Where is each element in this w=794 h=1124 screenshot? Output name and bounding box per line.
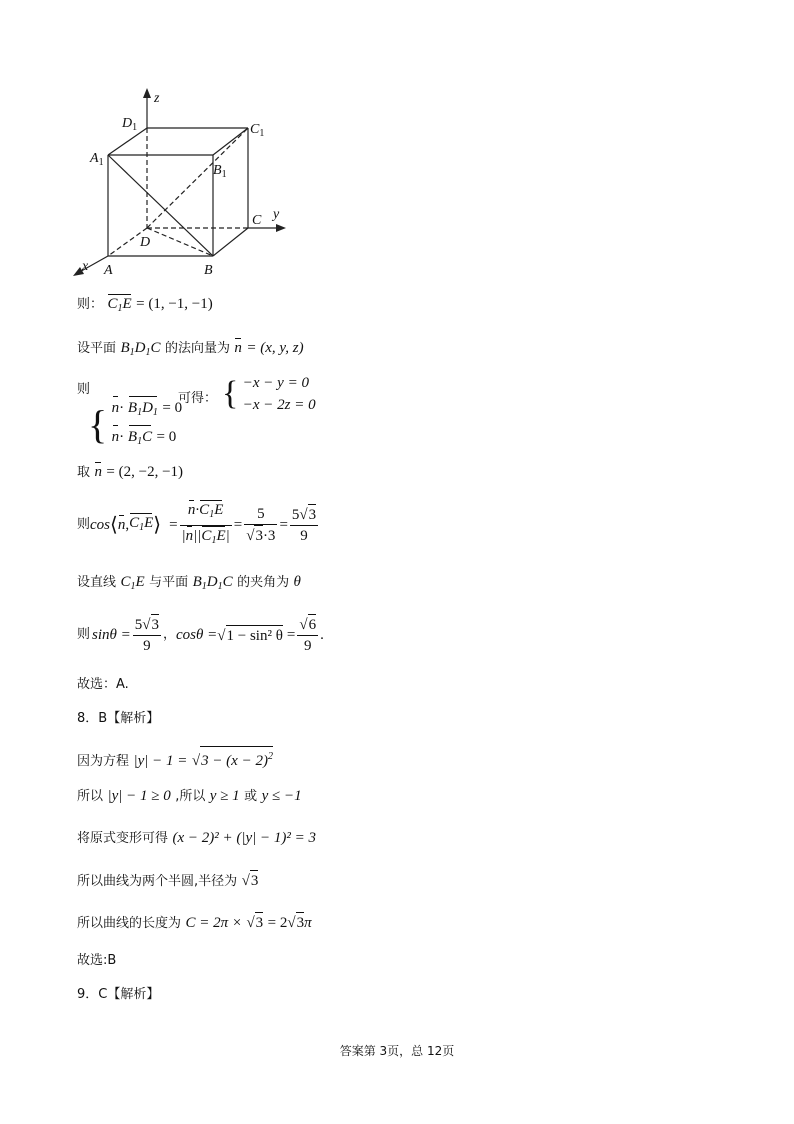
line-length: 所以曲线的长度为 C = 2π × √3 = 2√3π — [77, 912, 312, 934]
line-take-n: 取 n = (2, −2, −1) — [77, 464, 184, 480]
label-B1: $B_1$ — [213, 163, 227, 180]
label-A: A — [104, 263, 113, 278]
z-axis-arrow-icon — [143, 88, 151, 98]
line-sin-cos-result: 则 sinθ = $\frac{5√3}{9}$ ， cosθ = √1 − sin² θ = $\frac{√6}{9}$ . — [77, 610, 324, 660]
line-choice-a: 故选：A. — [77, 677, 129, 692]
line-angle-def: 设直线 $C_1E$ 与平面 $B_1D_1C$ 的夹角为 θ — [77, 574, 301, 592]
system-right: { −x − y = 0 −x − 2z = 0 — [222, 375, 316, 413]
y-axis-arrow-icon — [276, 224, 286, 232]
line-cos-formula: 则 cos ⟨ n , $C_1E$ ⟩ = $\frac{n\cdot C_1E}{|n||C_1E|}$ = $\frac{5}{√3\cdot 3}$ = $\frac{5√3}{9}$ — [77, 500, 320, 550]
label-C: C — [252, 213, 262, 228]
line-q8-header: 8．B【解析】 — [77, 711, 160, 726]
line-choice-b: 故选:B — [77, 953, 117, 968]
system-kede-label: 可得： — [178, 391, 218, 406]
line-y-range: 所以 |y| − 1 ≥ 0 ,所以 y ≥ 1 或 y ≤ −1 — [77, 788, 302, 804]
label-D1: $D_1$ — [122, 116, 138, 133]
label-C1: $C_1$ — [250, 122, 265, 139]
label-D: D — [140, 235, 151, 250]
line-transform: 将原式变形可得 (x − 2)² + (|y| − 1)² = 3 — [77, 830, 316, 846]
line-radius: 所以曲线为两个半圆,半径为 √3 — [77, 870, 258, 892]
label-B: B — [204, 263, 213, 278]
line-equation-system: 则 — [77, 382, 91, 397]
label-x: x — [82, 259, 89, 274]
line-q9-header: 9．C【解析】 — [77, 987, 160, 1002]
line-c1e-vector: 则： $C_1E = (1$, −1, −1) — [77, 294, 213, 319]
system-left: { $n\cdot B_1D_1 = 0$ $n\cdot B_1C = 0$ — [88, 396, 182, 454]
line-equation: 因为方程 $|y| - 1 = √3 - (x - 2)^2$ — [77, 746, 273, 772]
cube-figure — [70, 78, 300, 288]
label-A1: $A_1$ — [90, 151, 104, 168]
vector-c1e: $C_1E$ — [107, 294, 131, 319]
page-footer: 答案第 3页，总 12页 — [339, 1044, 455, 1058]
label-z: z — [154, 91, 160, 106]
line-normal-vector-def: 设平面 $B_1D_1C$ 的法向量为 n = (x, y, z) — [77, 340, 304, 358]
label-y: y — [273, 207, 280, 222]
